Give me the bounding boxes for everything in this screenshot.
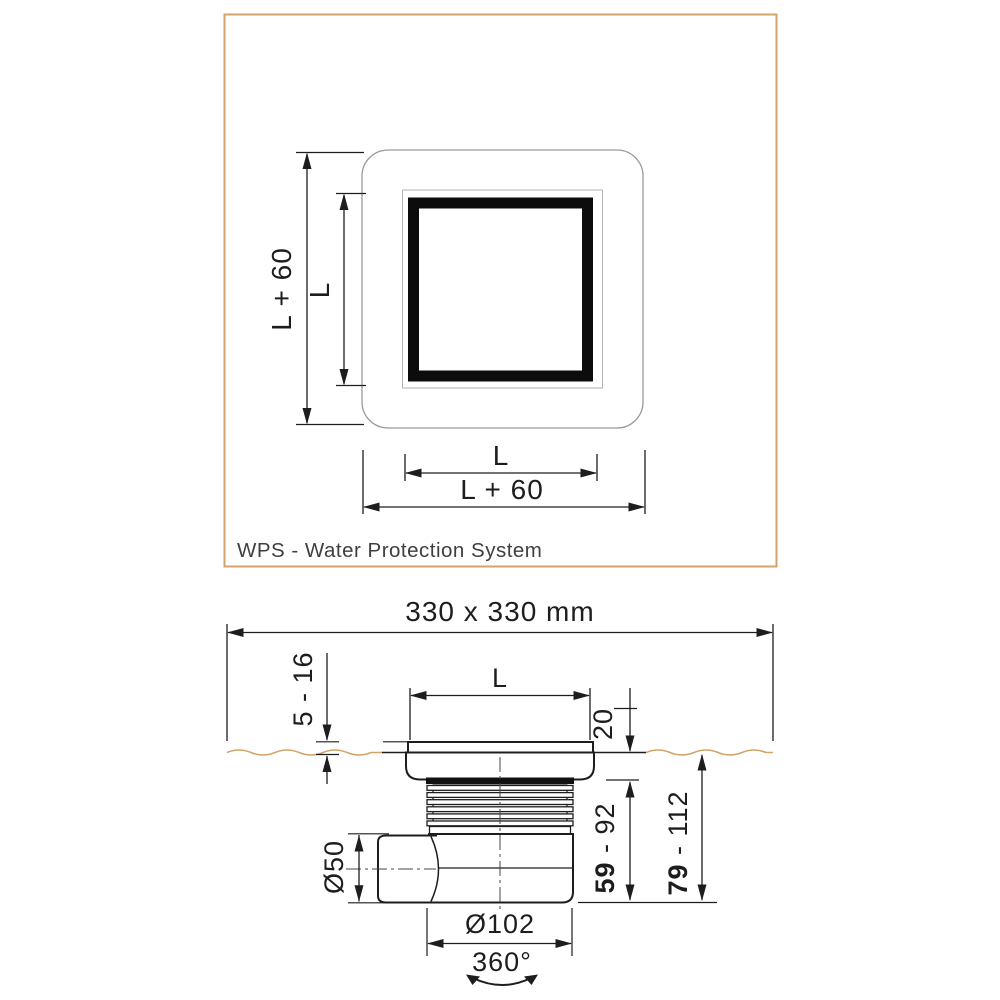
arrow-up-icon [698,754,707,771]
grate-frame [414,203,588,376]
arrow-left-icon [410,691,427,700]
arrow-down-icon [698,885,707,902]
arrow-left-icon [227,628,244,637]
wps-caption: WPS - Water Protection System [237,539,543,562]
arrow-down-icon [355,885,364,902]
dim-body-range: - 92 [590,802,620,862]
arrow-up-icon [323,756,332,773]
arrow-down-icon [626,736,635,753]
membrane-wavy-right [646,750,773,755]
dimension-grate-width [410,688,590,740]
section-view [227,596,773,985]
dim-tile-thickness-label: 5 - 16 [288,651,318,727]
dim-inner-height-label: L [304,281,335,299]
dim-trap-body-label: Ø102 [464,909,536,939]
top-view [225,15,777,567]
dim-inner-width-label: L [492,440,510,471]
dim-body-depth-label [590,802,620,893]
tile-plate [408,742,593,753]
dim-total-depth-label [663,790,693,895]
dim-outer-width-label: L + 60 [460,474,544,505]
dim-grate-width-label: L [491,663,509,693]
arrow-right-icon [556,939,573,948]
dim-body-min: 59 [590,861,620,894]
arrow-up-icon [355,835,364,852]
dim-overall-label: 330 x 330 mm [405,596,595,627]
arrow-left-icon [427,939,444,948]
dim-total-range: - 112 [663,790,693,864]
dim-top-height-label: 20 [588,707,618,741]
dim-outlet-label: Ø50 [319,839,349,895]
dim-outer-height-label: L + 60 [266,247,297,331]
arrow-right-icon [574,691,591,700]
dim-total-min: 79 [663,863,693,896]
arrow-up-icon [626,781,635,798]
arrow-down-icon [626,885,635,902]
membrane-wavy-left [227,750,382,755]
rotation-arc-icon [473,978,531,985]
arrow-right-icon [757,628,774,637]
arrow-down-icon [323,725,332,742]
dim-rotation-label: 360° [472,947,532,977]
